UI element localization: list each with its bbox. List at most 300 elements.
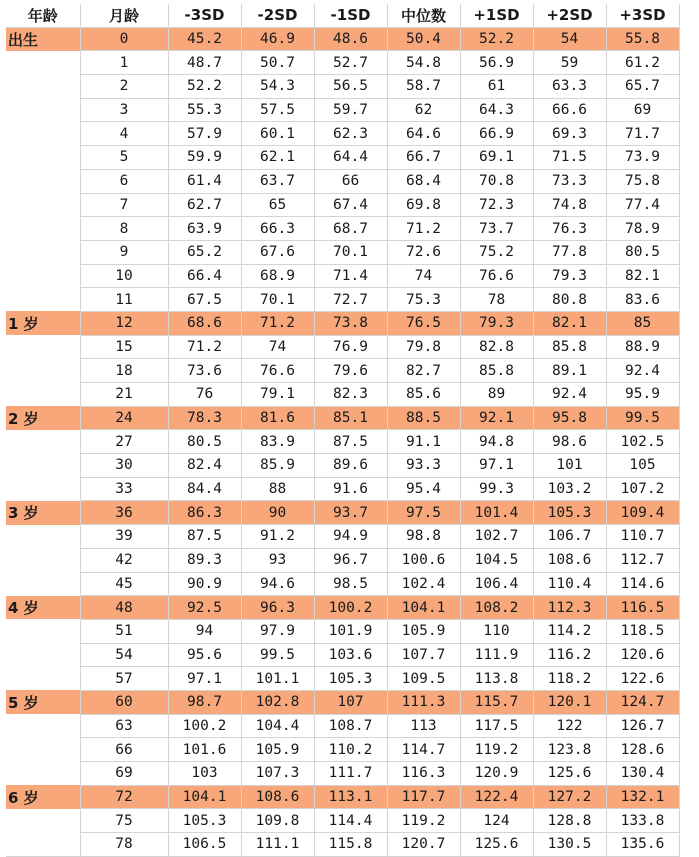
cell-plus2sd: 110.4: [533, 572, 606, 596]
cell-median: 107.7: [387, 643, 460, 667]
cell-minus2sd: 107.3: [241, 762, 314, 786]
cell-plus2sd: 92.4: [533, 383, 606, 407]
cell-plus1sd: 56.9: [460, 51, 533, 75]
cell-minus3sd: 105.3: [168, 809, 241, 833]
cell-minus2sd: 97.9: [241, 619, 314, 643]
cell-month: 6: [80, 169, 168, 193]
cell-month: 57: [80, 667, 168, 691]
cell-plus3sd: 109.4: [606, 501, 679, 525]
cell-age-group: [6, 359, 80, 383]
cell-median: 93.3: [387, 454, 460, 478]
cell-plus3sd: 120.6: [606, 643, 679, 667]
cell-minus1sd: 87.5: [314, 430, 387, 454]
cell-minus3sd: 94: [168, 619, 241, 643]
header-plus2sd: +2SD: [533, 4, 606, 27]
cell-month: 60: [80, 690, 168, 714]
header-plus1sd: +1SD: [460, 4, 533, 27]
table-row: [6, 75, 679, 99]
cell-minus3sd: 59.9: [168, 146, 241, 170]
cell-month: 11: [80, 288, 168, 312]
cell-month: 0: [80, 27, 168, 51]
cell-minus3sd: 57.9: [168, 122, 241, 146]
cell-plus3sd: 128.6: [606, 738, 679, 762]
cell-plus1sd: 76.6: [460, 264, 533, 288]
cell-plus2sd: 112.3: [533, 596, 606, 620]
cell-minus3sd: 87.5: [168, 525, 241, 549]
table-row: [6, 690, 679, 714]
cell-minus1sd: 113.1: [314, 785, 387, 809]
cell-age-group: 3 岁: [6, 501, 80, 525]
table-row: [6, 264, 679, 288]
cell-minus2sd: 108.6: [241, 785, 314, 809]
cell-minus3sd: 95.6: [168, 643, 241, 667]
table-row: [6, 572, 679, 596]
cell-plus3sd: 130.4: [606, 762, 679, 786]
table-row: [6, 785, 679, 809]
cell-plus1sd: 69.1: [460, 146, 533, 170]
cell-minus3sd: 80.5: [168, 430, 241, 454]
cell-age-group: [6, 288, 80, 312]
table-row: [6, 217, 679, 241]
header-age: 年龄: [6, 4, 80, 27]
cell-age-group: [6, 383, 80, 407]
cell-minus2sd: 101.1: [241, 667, 314, 691]
cell-month: 3: [80, 98, 168, 122]
cell-month: 75: [80, 809, 168, 833]
cell-plus1sd: 82.8: [460, 335, 533, 359]
cell-plus2sd: 76.3: [533, 217, 606, 241]
cell-median: 95.4: [387, 477, 460, 501]
cell-plus1sd: 97.1: [460, 454, 533, 478]
cell-plus1sd: 64.3: [460, 98, 533, 122]
cell-minus1sd: 93.7: [314, 501, 387, 525]
cell-median: 98.8: [387, 525, 460, 549]
cell-median: 116.3: [387, 762, 460, 786]
cell-median: 74: [387, 264, 460, 288]
cell-month: 2: [80, 75, 168, 99]
cell-minus2sd: 54.3: [241, 75, 314, 99]
cell-age-group: [6, 335, 80, 359]
cell-month: 24: [80, 406, 168, 430]
cell-minus1sd: 115.8: [314, 833, 387, 857]
table-row: [6, 667, 679, 691]
cell-plus2sd: 77.8: [533, 240, 606, 264]
cell-plus2sd: 105.3: [533, 501, 606, 525]
cell-minus3sd: 97.1: [168, 667, 241, 691]
table-row: [6, 833, 679, 857]
cell-plus1sd: 66.9: [460, 122, 533, 146]
cell-plus2sd: 54: [533, 27, 606, 51]
cell-minus2sd: 57.5: [241, 98, 314, 122]
cell-age-group: [6, 809, 80, 833]
cell-minus1sd: 98.5: [314, 572, 387, 596]
cell-plus1sd: 102.7: [460, 525, 533, 549]
cell-minus1sd: 85.1: [314, 406, 387, 430]
cell-minus3sd: 45.2: [168, 27, 241, 51]
cell-median: 105.9: [387, 619, 460, 643]
cell-minus1sd: 107: [314, 690, 387, 714]
cell-plus1sd: 106.4: [460, 572, 533, 596]
cell-plus3sd: 82.1: [606, 264, 679, 288]
cell-plus2sd: 123.8: [533, 738, 606, 762]
cell-minus1sd: 73.8: [314, 311, 387, 335]
cell-plus3sd: 65.7: [606, 75, 679, 99]
cell-minus3sd: 92.5: [168, 596, 241, 620]
cell-month: 72: [80, 785, 168, 809]
cell-plus3sd: 110.7: [606, 525, 679, 549]
table-row: [6, 619, 679, 643]
cell-minus2sd: 74: [241, 335, 314, 359]
cell-plus3sd: 135.6: [606, 833, 679, 857]
cell-minus3sd: 84.4: [168, 477, 241, 501]
cell-age-group: 4 岁: [6, 596, 80, 620]
cell-median: 62: [387, 98, 460, 122]
cell-plus3sd: 73.9: [606, 146, 679, 170]
cell-plus1sd: 85.8: [460, 359, 533, 383]
cell-minus3sd: 100.2: [168, 714, 241, 738]
cell-minus1sd: 101.9: [314, 619, 387, 643]
cell-age-group: [6, 619, 80, 643]
cell-age-group: 6 岁: [6, 785, 80, 809]
table-row: [6, 430, 679, 454]
cell-age-group: [6, 572, 80, 596]
cell-minus3sd: 73.6: [168, 359, 241, 383]
cell-plus2sd: 63.3: [533, 75, 606, 99]
cell-median: 58.7: [387, 75, 460, 99]
cell-minus3sd: 98.7: [168, 690, 241, 714]
cell-plus3sd: 124.7: [606, 690, 679, 714]
cell-minus2sd: 111.1: [241, 833, 314, 857]
cell-age-group: [6, 122, 80, 146]
cell-age-group: 出生: [6, 27, 80, 51]
header-minus1sd: -1SD: [314, 4, 387, 27]
cell-median: 75.3: [387, 288, 460, 312]
cell-plus2sd: 103.2: [533, 477, 606, 501]
table-row: [6, 738, 679, 762]
cell-plus3sd: 133.8: [606, 809, 679, 833]
cell-age-group: [6, 146, 80, 170]
cell-age-group: [6, 643, 80, 667]
cell-plus2sd: 79.3: [533, 264, 606, 288]
cell-minus2sd: 66.3: [241, 217, 314, 241]
table-row: [6, 169, 679, 193]
cell-plus2sd: 108.6: [533, 548, 606, 572]
cell-plus3sd: 77.4: [606, 193, 679, 217]
cell-minus2sd: 93: [241, 548, 314, 572]
cell-minus1sd: 94.9: [314, 525, 387, 549]
cell-plus1sd: 125.6: [460, 833, 533, 857]
cell-plus3sd: 114.6: [606, 572, 679, 596]
cell-minus2sd: 46.9: [241, 27, 314, 51]
cell-age-group: [6, 548, 80, 572]
cell-minus2sd: 65: [241, 193, 314, 217]
cell-plus2sd: 85.8: [533, 335, 606, 359]
cell-month: 51: [80, 619, 168, 643]
table-row: [6, 193, 679, 217]
cell-minus2sd: 68.9: [241, 264, 314, 288]
cell-plus1sd: 120.9: [460, 762, 533, 786]
cell-plus2sd: 106.7: [533, 525, 606, 549]
cell-plus3sd: 116.5: [606, 596, 679, 620]
cell-month: 7: [80, 193, 168, 217]
cell-minus3sd: 55.3: [168, 98, 241, 122]
table-row: [6, 548, 679, 572]
cell-month: 8: [80, 217, 168, 241]
cell-month: 30: [80, 454, 168, 478]
cell-minus1sd: 70.1: [314, 240, 387, 264]
cell-minus3sd: 48.7: [168, 51, 241, 75]
cell-plus1sd: 75.2: [460, 240, 533, 264]
cell-median: 97.5: [387, 501, 460, 525]
cell-minus1sd: 64.4: [314, 146, 387, 170]
cell-plus3sd: 107.2: [606, 477, 679, 501]
cell-age-group: [6, 169, 80, 193]
cell-plus3sd: 88.9: [606, 335, 679, 359]
cell-plus2sd: 130.5: [533, 833, 606, 857]
cell-plus2sd: 80.8: [533, 288, 606, 312]
cell-median: 109.5: [387, 667, 460, 691]
cell-age-group: [6, 430, 80, 454]
cell-minus3sd: 101.6: [168, 738, 241, 762]
header-minus2sd: -2SD: [241, 4, 314, 27]
cell-median: 64.6: [387, 122, 460, 146]
cell-median: 111.3: [387, 690, 460, 714]
cell-month: 10: [80, 264, 168, 288]
cell-minus2sd: 79.1: [241, 383, 314, 407]
cell-plus2sd: 101: [533, 454, 606, 478]
cell-plus3sd: 78.9: [606, 217, 679, 241]
cell-age-group: [6, 525, 80, 549]
header-month: 月龄: [80, 4, 168, 27]
cell-plus3sd: 80.5: [606, 240, 679, 264]
cell-month: 42: [80, 548, 168, 572]
table-row: [6, 98, 679, 122]
cell-age-group: 2 岁: [6, 406, 80, 430]
cell-plus3sd: 99.5: [606, 406, 679, 430]
cell-minus2sd: 62.1: [241, 146, 314, 170]
cell-age-group: [6, 667, 80, 691]
cell-plus3sd: 61.2: [606, 51, 679, 75]
cell-minus3sd: 68.6: [168, 311, 241, 335]
cell-plus1sd: 122.4: [460, 785, 533, 809]
cell-minus3sd: 67.5: [168, 288, 241, 312]
cell-month: 4: [80, 122, 168, 146]
cell-median: 88.5: [387, 406, 460, 430]
table-row: [6, 146, 679, 170]
cell-plus3sd: 95.9: [606, 383, 679, 407]
cell-minus3sd: 76: [168, 383, 241, 407]
cell-minus2sd: 50.7: [241, 51, 314, 75]
cell-median: 117.7: [387, 785, 460, 809]
cell-month: 54: [80, 643, 168, 667]
cell-minus1sd: 56.5: [314, 75, 387, 99]
cell-month: 9: [80, 240, 168, 264]
cell-minus2sd: 104.4: [241, 714, 314, 738]
cell-plus1sd: 101.4: [460, 501, 533, 525]
header-median: 中位数: [387, 4, 460, 27]
cell-plus1sd: 73.7: [460, 217, 533, 241]
cell-month: 21: [80, 383, 168, 407]
cell-plus2sd: 71.5: [533, 146, 606, 170]
cell-plus2sd: 74.8: [533, 193, 606, 217]
cell-plus2sd: 69.3: [533, 122, 606, 146]
cell-minus2sd: 70.1: [241, 288, 314, 312]
cell-plus3sd: 92.4: [606, 359, 679, 383]
cell-minus1sd: 59.7: [314, 98, 387, 122]
cell-plus3sd: 126.7: [606, 714, 679, 738]
table-row: [6, 288, 679, 312]
cell-age-group: 5 岁: [6, 690, 80, 714]
cell-minus3sd: 82.4: [168, 454, 241, 478]
cell-minus2sd: 71.2: [241, 311, 314, 335]
cell-minus1sd: 91.6: [314, 477, 387, 501]
cell-minus3sd: 106.5: [168, 833, 241, 857]
table-row: [6, 240, 679, 264]
cell-age-group: [6, 240, 80, 264]
cell-minus3sd: 90.9: [168, 572, 241, 596]
cell-plus3sd: 105: [606, 454, 679, 478]
cell-minus3sd: 103: [168, 762, 241, 786]
cell-age-group: [6, 833, 80, 857]
cell-plus1sd: 124: [460, 809, 533, 833]
cell-plus1sd: 52.2: [460, 27, 533, 51]
cell-median: 102.4: [387, 572, 460, 596]
cell-median: 50.4: [387, 27, 460, 51]
cell-plus3sd: 112.7: [606, 548, 679, 572]
header-minus3sd: -3SD: [168, 4, 241, 27]
header-plus3sd: +3SD: [606, 4, 679, 27]
cell-plus2sd: 73.3: [533, 169, 606, 193]
cell-age-group: [6, 75, 80, 99]
cell-median: 104.1: [387, 596, 460, 620]
cell-plus2sd: 116.2: [533, 643, 606, 667]
cell-plus2sd: 98.6: [533, 430, 606, 454]
cell-minus3sd: 65.2: [168, 240, 241, 264]
cell-minus2sd: 102.8: [241, 690, 314, 714]
cell-age-group: [6, 98, 80, 122]
cell-minus2sd: 99.5: [241, 643, 314, 667]
cell-minus2sd: 76.6: [241, 359, 314, 383]
header-row: [6, 4, 679, 27]
cell-minus3sd: 52.2: [168, 75, 241, 99]
cell-age-group: 1 岁: [6, 311, 80, 335]
cell-minus2sd: 109.8: [241, 809, 314, 833]
cell-plus1sd: 70.8: [460, 169, 533, 193]
cell-plus3sd: 85: [606, 311, 679, 335]
cell-age-group: [6, 193, 80, 217]
cell-month: 66: [80, 738, 168, 762]
cell-minus1sd: 96.7: [314, 548, 387, 572]
cell-minus2sd: 96.3: [241, 596, 314, 620]
cell-plus3sd: 75.8: [606, 169, 679, 193]
cell-minus1sd: 108.7: [314, 714, 387, 738]
cell-plus3sd: 55.8: [606, 27, 679, 51]
cell-age-group: [6, 714, 80, 738]
cell-minus1sd: 114.4: [314, 809, 387, 833]
cell-plus2sd: 118.2: [533, 667, 606, 691]
cell-plus2sd: 82.1: [533, 311, 606, 335]
cell-minus1sd: 82.3: [314, 383, 387, 407]
table-row: [6, 643, 679, 667]
cell-minus1sd: 68.7: [314, 217, 387, 241]
cell-minus2sd: 90: [241, 501, 314, 525]
cell-minus2sd: 88: [241, 477, 314, 501]
cell-median: 82.7: [387, 359, 460, 383]
table-row: [6, 311, 679, 335]
cell-minus2sd: 67.6: [241, 240, 314, 264]
cell-plus2sd: 127.2: [533, 785, 606, 809]
cell-minus1sd: 111.7: [314, 762, 387, 786]
cell-median: 68.4: [387, 169, 460, 193]
cell-month: 78: [80, 833, 168, 857]
table-row: [6, 27, 679, 51]
cell-minus1sd: 48.6: [314, 27, 387, 51]
table-row: [6, 454, 679, 478]
table-row: [6, 335, 679, 359]
cell-age-group: [6, 264, 80, 288]
cell-plus2sd: 95.8: [533, 406, 606, 430]
cell-age-group: [6, 454, 80, 478]
cell-median: 114.7: [387, 738, 460, 762]
cell-plus2sd: 89.1: [533, 359, 606, 383]
table-row: [6, 501, 679, 525]
table-row: [6, 525, 679, 549]
cell-minus3sd: 71.2: [168, 335, 241, 359]
cell-month: 63: [80, 714, 168, 738]
cell-median: 66.7: [387, 146, 460, 170]
cell-median: 76.5: [387, 311, 460, 335]
cell-minus3sd: 61.4: [168, 169, 241, 193]
cell-minus2sd: 63.7: [241, 169, 314, 193]
cell-minus3sd: 62.7: [168, 193, 241, 217]
cell-plus2sd: 66.6: [533, 98, 606, 122]
cell-minus2sd: 81.6: [241, 406, 314, 430]
table-row: [6, 406, 679, 430]
cell-plus2sd: 59: [533, 51, 606, 75]
cell-median: 91.1: [387, 430, 460, 454]
cell-month: 1: [80, 51, 168, 75]
growth-standard-table: [6, 4, 680, 857]
cell-plus3sd: 132.1: [606, 785, 679, 809]
cell-month: 15: [80, 335, 168, 359]
cell-plus3sd: 118.5: [606, 619, 679, 643]
cell-plus2sd: 128.8: [533, 809, 606, 833]
cell-minus3sd: 63.9: [168, 217, 241, 241]
cell-minus1sd: 76.9: [314, 335, 387, 359]
cell-plus1sd: 61: [460, 75, 533, 99]
cell-minus1sd: 89.6: [314, 454, 387, 478]
cell-plus2sd: 125.6: [533, 762, 606, 786]
cell-plus1sd: 94.8: [460, 430, 533, 454]
table-row: [6, 477, 679, 501]
cell-age-group: [6, 477, 80, 501]
cell-plus3sd: 102.5: [606, 430, 679, 454]
cell-median: 100.6: [387, 548, 460, 572]
cell-plus1sd: 108.2: [460, 596, 533, 620]
cell-median: 113: [387, 714, 460, 738]
cell-minus2sd: 83.9: [241, 430, 314, 454]
cell-plus1sd: 92.1: [460, 406, 533, 430]
cell-month: 5: [80, 146, 168, 170]
cell-minus2sd: 105.9: [241, 738, 314, 762]
cell-median: 119.2: [387, 809, 460, 833]
cell-minus1sd: 71.4: [314, 264, 387, 288]
cell-plus1sd: 99.3: [460, 477, 533, 501]
cell-plus1sd: 113.8: [460, 667, 533, 691]
cell-median: 71.2: [387, 217, 460, 241]
cell-plus3sd: 71.7: [606, 122, 679, 146]
cell-plus1sd: 78: [460, 288, 533, 312]
